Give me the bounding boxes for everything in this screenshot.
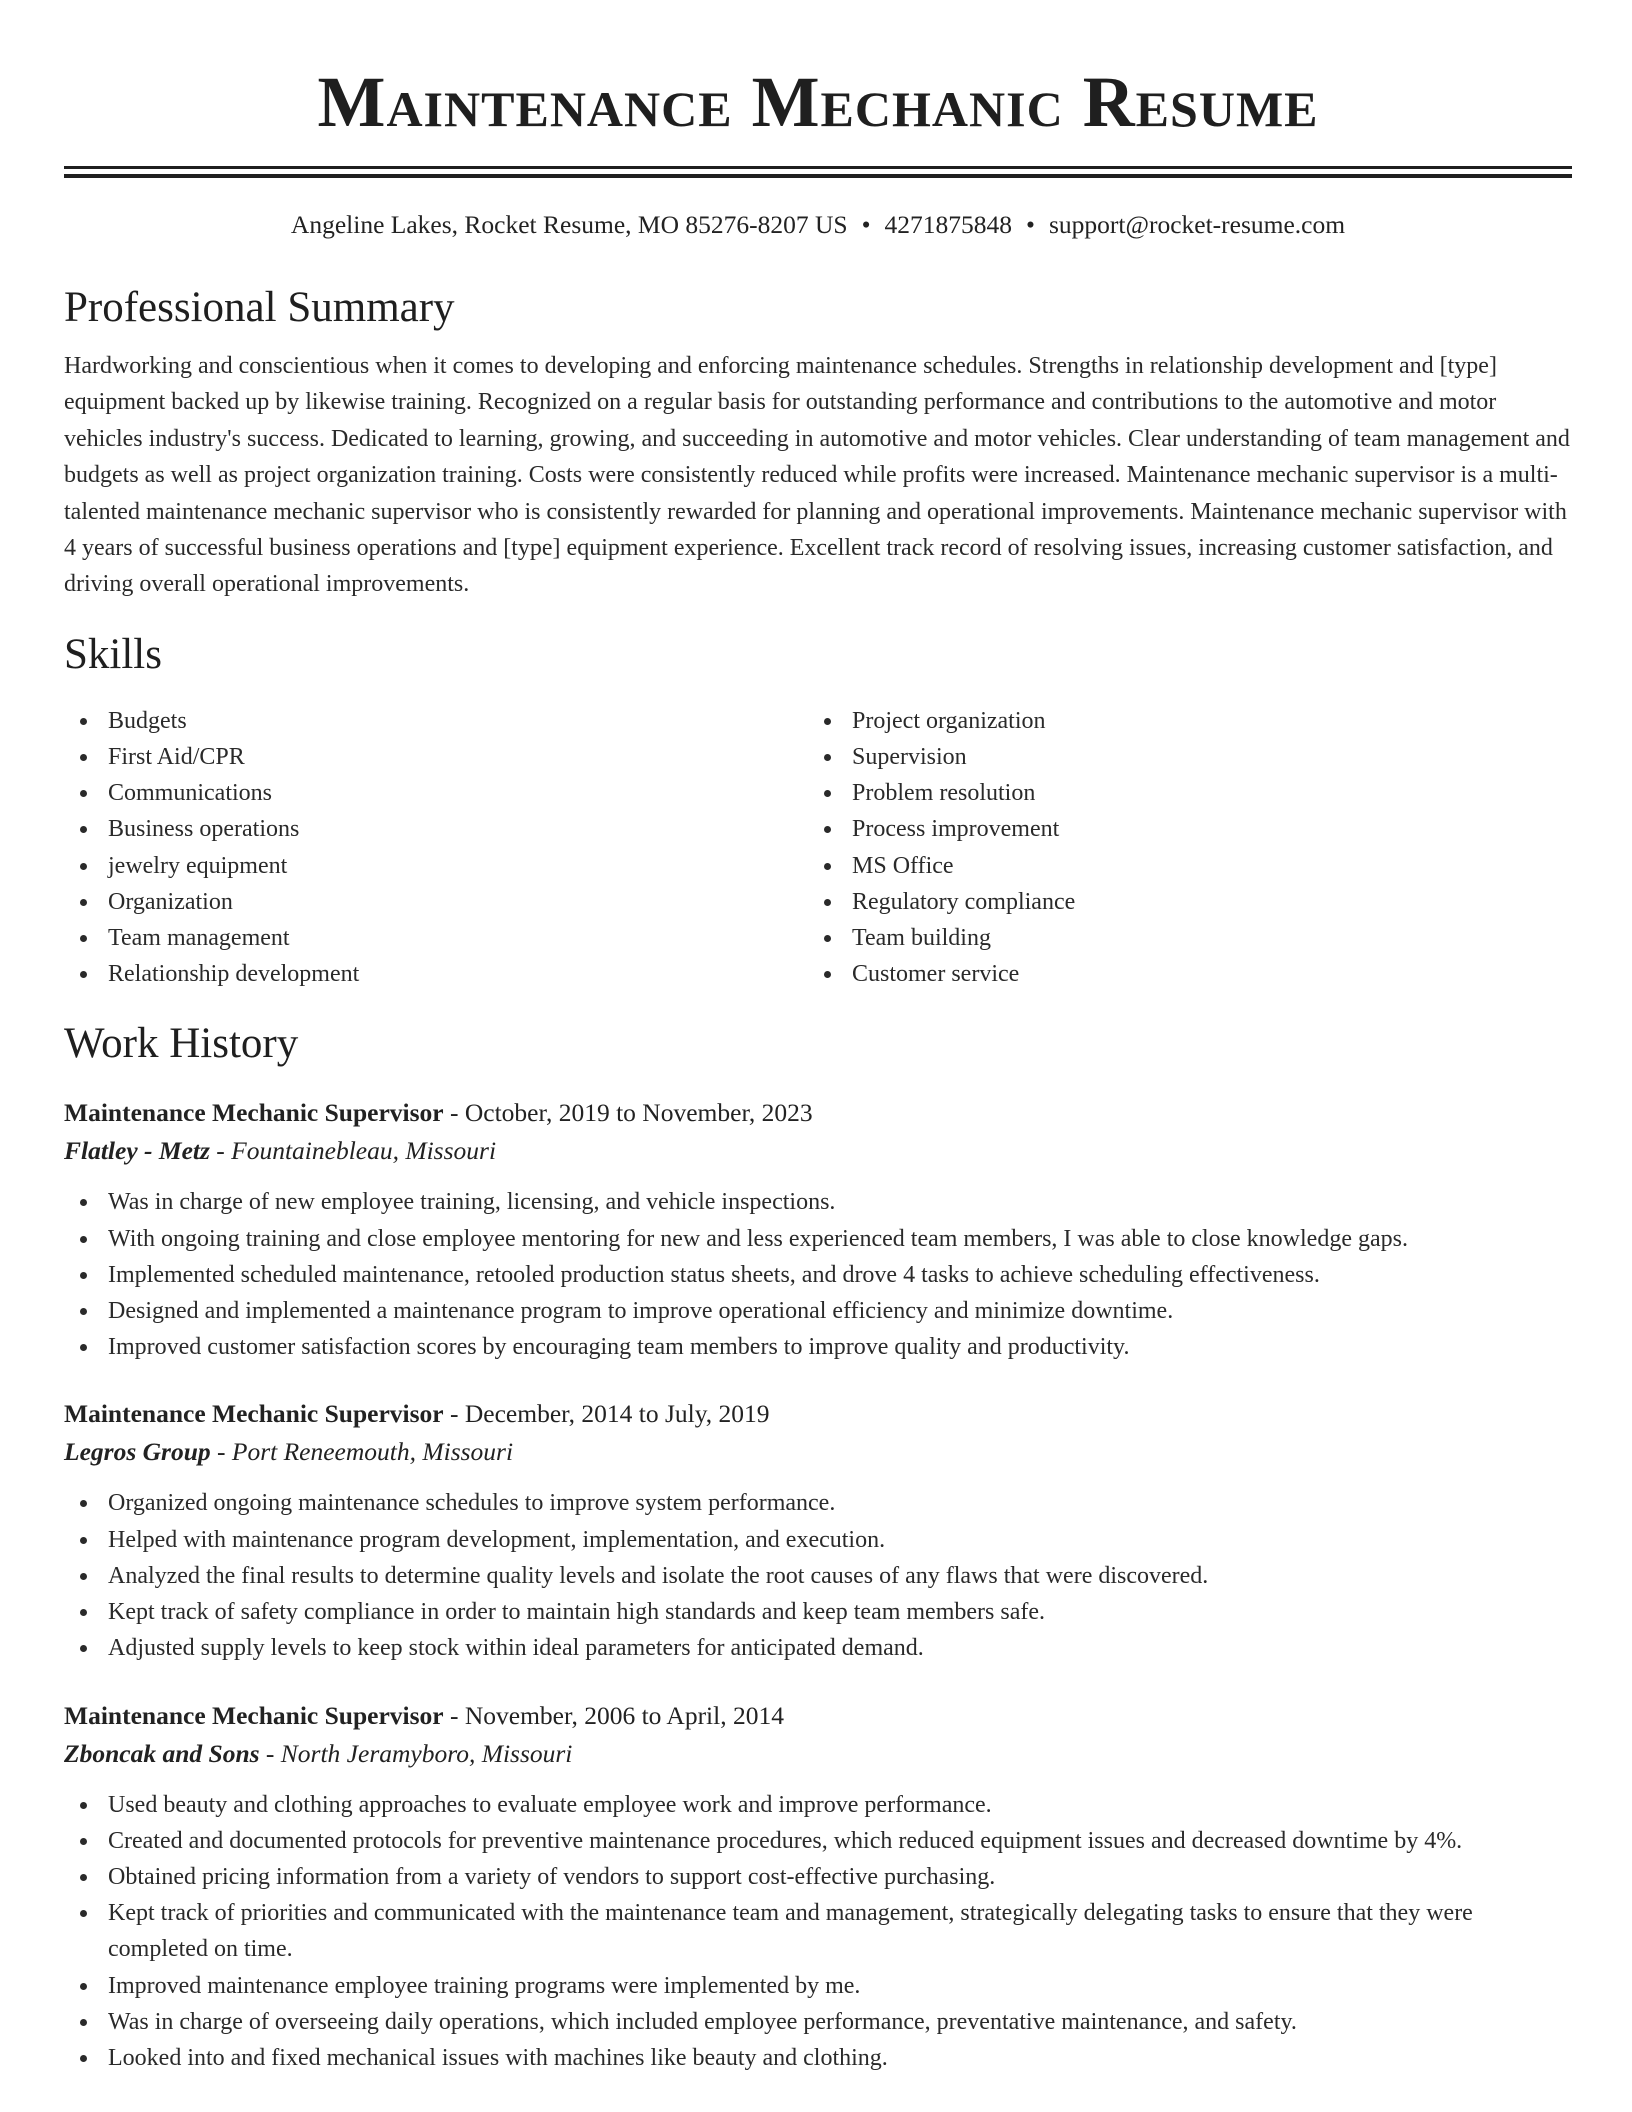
skill-item: Supervision [808,739,1552,775]
summary-heading: Professional Summary [64,284,455,331]
company-name: Flatley - Metz [64,1136,210,1166]
job-title-line [64,1395,1572,1433]
company-location: - Fountainebleau, Missouri [209,1136,497,1166]
skill-item: Organization [64,884,808,920]
duty-item: Kept track of safety compliance in order to maintain high standards and keep team members safe. [64,1594,1572,1630]
skill-item: Team building [808,920,1552,956]
contact-separator: • [861,210,871,239]
job-title-line [64,1094,1572,1132]
job-title-line [64,1697,1572,1735]
job-dates: - November, 2006 to April, 2014 [443,1700,784,1730]
skill-item: Process improvement [808,811,1552,847]
contact-separator: • [1026,210,1035,239]
skill-item: Budgets [64,703,808,739]
skills-column-left [64,703,808,993]
job-dates: - October, 2019 to November, 2023 [443,1098,813,1128]
job-dates: - December, 2014 to July, 2019 [443,1399,770,1429]
duty-item: Was in charge of new employee training, licensing, and vehicle inspections. [64,1184,1572,1220]
skill-item: MS Office [808,848,1552,884]
skill-item: Regulatory compliance [808,884,1552,920]
duty-item: Was in charge of overseeing daily operations, which included employee performance, preventative maintenance, and safety. [64,2004,1572,2040]
skills-column-right [808,703,1552,993]
company-name: Zboncak and Sons [64,1738,260,1768]
contact-phone: 4271875848 [884,210,1013,239]
skill-item: Communications [64,775,808,811]
job-title: Maintenance Mechanic Supervisor [64,1399,444,1429]
company-line [64,1433,1572,1471]
duty-item: Created and documented protocols for preventive maintenance procedures, which reduced equipment issues and decreased downtime by 4%. [64,1823,1572,1859]
title-divider [64,166,1572,178]
duty-item: Organized ongoing maintenance schedules to improve system performance. [64,1485,1572,1521]
company-line [64,1735,1572,1773]
job-duties [64,1184,1572,1365]
duty-item: Implemented scheduled maintenance, retooled production status sheets, and drove 4 tasks to achieve scheduling effectiveness. [64,1257,1572,1293]
work-history-heading: Work History [64,1020,299,1068]
duty-item: Obtained pricing information from a variety of vendors to support cost-effective purchasing. [64,1859,1572,1895]
company-line [64,1132,1572,1170]
skill-item: Relationship development [64,956,808,992]
skill-item: Problem resolution [808,775,1552,811]
duty-item: Improved maintenance employee training programs were implemented by me. [64,1968,1572,2004]
skill-item: Business operations [64,811,808,847]
duty-item: Kept track of priorities and communicated with the maintenance team and management, strategically delegating tasks to ensure that they were completed on time. [64,1895,1572,1967]
job-title: Maintenance Mechanic Supervisor [64,1700,444,1730]
skill-item: Customer service [808,956,1552,992]
duty-item: Adjusted supply levels to keep stock within ideal parameters for anticipated demand. [64,1630,1572,1666]
skills-heading: Skills [64,630,162,678]
contact-line [64,208,1572,242]
resume-page [64,0,1572,2076]
duty-item: Analyzed the final results to determine quality levels and isolate the root causes of any flaws that were discovered. [64,1558,1572,1594]
contact-email: support@rocket-resume.com [1048,210,1346,239]
duty-item: Helped with maintenance program development, implementation, and execution. [64,1522,1572,1558]
skill-item: Project organization [808,703,1552,739]
duty-item: Used beauty and clothing approaches to evaluate employee work and improve performance. [64,1787,1572,1823]
skill-item: jewelry equipment [64,848,808,884]
job-title: Maintenance Mechanic Supervisor [64,1098,444,1128]
skill-item: First Aid/CPR [64,739,808,775]
company-name: Legros Group [64,1437,211,1467]
job-duties [64,1485,1572,1666]
job-entry [64,1395,1572,1666]
job-duties [64,1787,1572,2077]
duty-item: Looked into and fixed mechanical issues with machines like beauty and clothing. [64,2040,1572,2076]
skills-list [64,703,1572,993]
duty-item: Designed and implemented a maintenance program to improve operational efficiency and minimize downtime. [64,1293,1572,1329]
duty-item: Improved customer satisfaction scores by encouraging team members to improve quality and productivity. [64,1329,1572,1365]
job-entry [64,1697,1572,2077]
job-entry [64,1094,1572,1365]
contact-address: Angeline Lakes, Rocket Resume, MO 85276-8207 US [290,210,848,239]
summary-text: Hardworking and conscientious when it comes to developing and enforcing maintenance schedules. Strengths in relationship development and [type] equipment backed up by likewise training. Recognized on a regular basis for outstanding performance and contributions to the automotive and motor vehicles industry's success. Dedicated to learning, growing, and succeeding in automotive and motor vehicles. Clear understanding of team management and budgets as well as project organization training. Costs were consistently reduced while profits were increased. Maintenance mechanic supervisor is a multi-talented maintenance mechanic supervisor who is consistently rewarded for planning and operational improvements. Maintenance mechanic supervisor with 4 years of successful business operations and [type] equipment experience. Excellent track record of resolving issues, increasing customer satisfaction, and driving overall operational improvements. [64,353,1570,598]
skill-item: Team management [64,920,808,956]
company-location: - Port Reneemouth, Missouri [210,1437,514,1467]
resume-title: Maintenance Mechanic Resume [317,62,1319,142]
company-location: - North Jeramyboro, Missouri [259,1738,573,1768]
duty-item: With ongoing training and close employee mentoring for new and less experienced team members, I was able to close knowledge gaps. [64,1221,1572,1257]
